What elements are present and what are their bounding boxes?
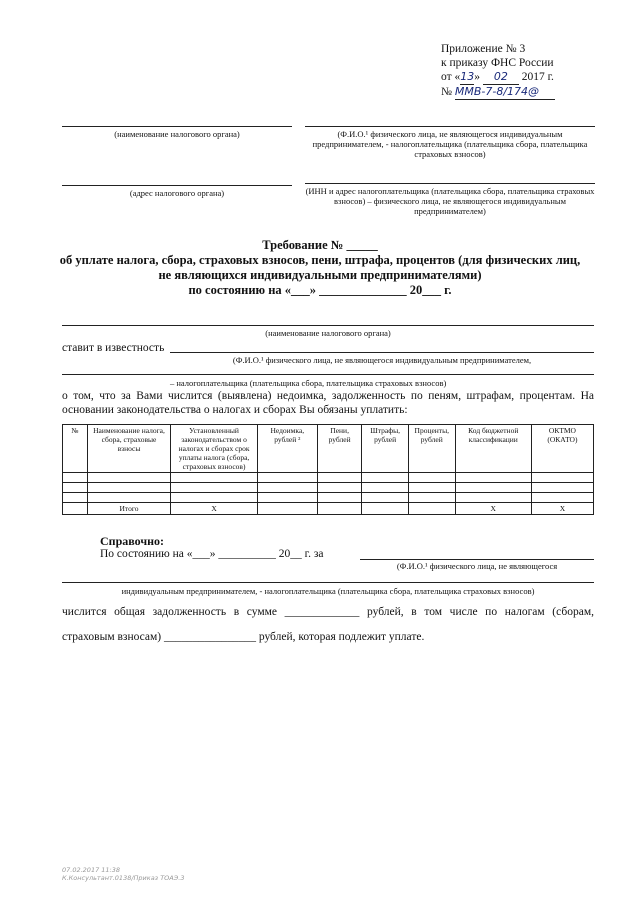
col-fines: Штрафы, рублей (362, 425, 409, 473)
reference-title: Справочно: (100, 534, 165, 548)
col-penalties: Пени, рублей (317, 425, 361, 473)
footer-line-1: 07.02.2017 11:38 (62, 866, 121, 874)
inn-note: (ИНН и адрес налогоплательщика (плательщика сбора, плательщика страховых взносов) – физического лица, не являющегося индивидуальным предпринимателем) (305, 186, 595, 216)
fio-line (305, 126, 595, 127)
debt-line-1: числится общая задолженность в сумме _____________ рублей, в том числе по налогам (сборам, (62, 606, 594, 618)
body-paragraph: о том, что за Вами числится (выявлена) недоимка, задолженность по пеням, штрафам, процентам. На основании законодательства о налогах и сборах Вы обязаны уплатить: (62, 390, 594, 416)
total-x-budget-code: Х (455, 503, 531, 515)
authority-caption: (наименование налогового органа) (265, 328, 391, 338)
table-row (63, 483, 594, 493)
tax-authority-address-label: (адрес налогового органа) (129, 188, 225, 198)
document-title (40, 238, 600, 298)
total-x-oktmo: Х (531, 503, 593, 515)
title-number: Требование № _____ (262, 238, 378, 252)
col-interest: Проценты, рублей (408, 425, 455, 473)
table-total-row (63, 503, 594, 515)
reference-fio-line (360, 559, 594, 560)
title-date: по состоянию на «___» ______________ 20___ г. (188, 283, 452, 297)
authority-line (62, 325, 594, 326)
col-arrears: Недоимка, рублей ² (257, 425, 317, 473)
total-x-deadline: Х (171, 503, 257, 515)
title-subject-cont: не являющихся индивидуальными предпринимателями) (158, 268, 482, 282)
appendix-header (441, 42, 555, 100)
table-row (63, 473, 594, 483)
tax-authority-address-line (62, 185, 292, 186)
table-header-row (63, 425, 594, 473)
col-oktmo: ОКТМО (ОКАТО) (531, 425, 593, 473)
col-number: № (63, 425, 88, 473)
col-budget-code: Код бюджетной классификации (455, 425, 531, 473)
tax-authority-name-label: (наименование налогового органа) (114, 129, 240, 139)
footer-line-2: К.Консультант.0138/Приказ ТОАЭ.3 (62, 874, 185, 882)
title-subject: об уплате налога, сбора, страховых взносов, пени, штрафа, процентов (для физических лиц, (59, 253, 581, 267)
informs-label: ставит в известность (62, 342, 165, 354)
fio-note: (Ф.И.О.¹ физического лица, не являющегося индивидуальным предпринимателем, - налогоплательщика (плательщика сбора, плательщика страховых взносов) (312, 129, 588, 159)
col-tax-name: Наименование налога, сбора, страховые взносы (87, 425, 171, 473)
inn-line (305, 183, 595, 184)
order-date: от «13» 02 2017 г. (441, 70, 554, 83)
reference-fio-caption: (Ф.И.О.¹ физического лица, не являющегося (396, 561, 558, 571)
reference-as-of: По состоянию на «___» __________ 20__ г. за (100, 548, 324, 560)
reference-ip-caption: индивидуальным предпринимателем, - налогоплательщика (плательщика сбора, плательщика страховых взносов) (121, 586, 535, 596)
requirement-table (62, 424, 594, 515)
col-deadline: Установленный законодательством о налогах и сборах срок уплаты налога (сбора, страховых взносов) (171, 425, 257, 473)
fio-body-line (170, 352, 594, 353)
order-reference: к приказу ФНС России (441, 57, 554, 69)
payer-caption: – налогоплательщика (плательщика сбора, плательщика страховых взносов) (170, 378, 447, 388)
appendix-title: Приложение № 3 (441, 43, 526, 55)
debt-line-2: страховым взносам) ________________ рублей, которая подлежит уплате. (62, 631, 425, 643)
fio-body-caption: (Ф.И.О.¹ физического лица, не являющегося индивидуальным предпринимателем, (232, 355, 532, 365)
order-number: № ММВ-7-8/174@ (441, 85, 555, 100)
payer-line (62, 374, 594, 375)
reference-ip-line (62, 582, 594, 583)
table-row (63, 493, 594, 503)
tax-authority-name-line (62, 126, 292, 127)
total-label: Итого (87, 503, 171, 515)
footer-stamp (62, 866, 184, 882)
